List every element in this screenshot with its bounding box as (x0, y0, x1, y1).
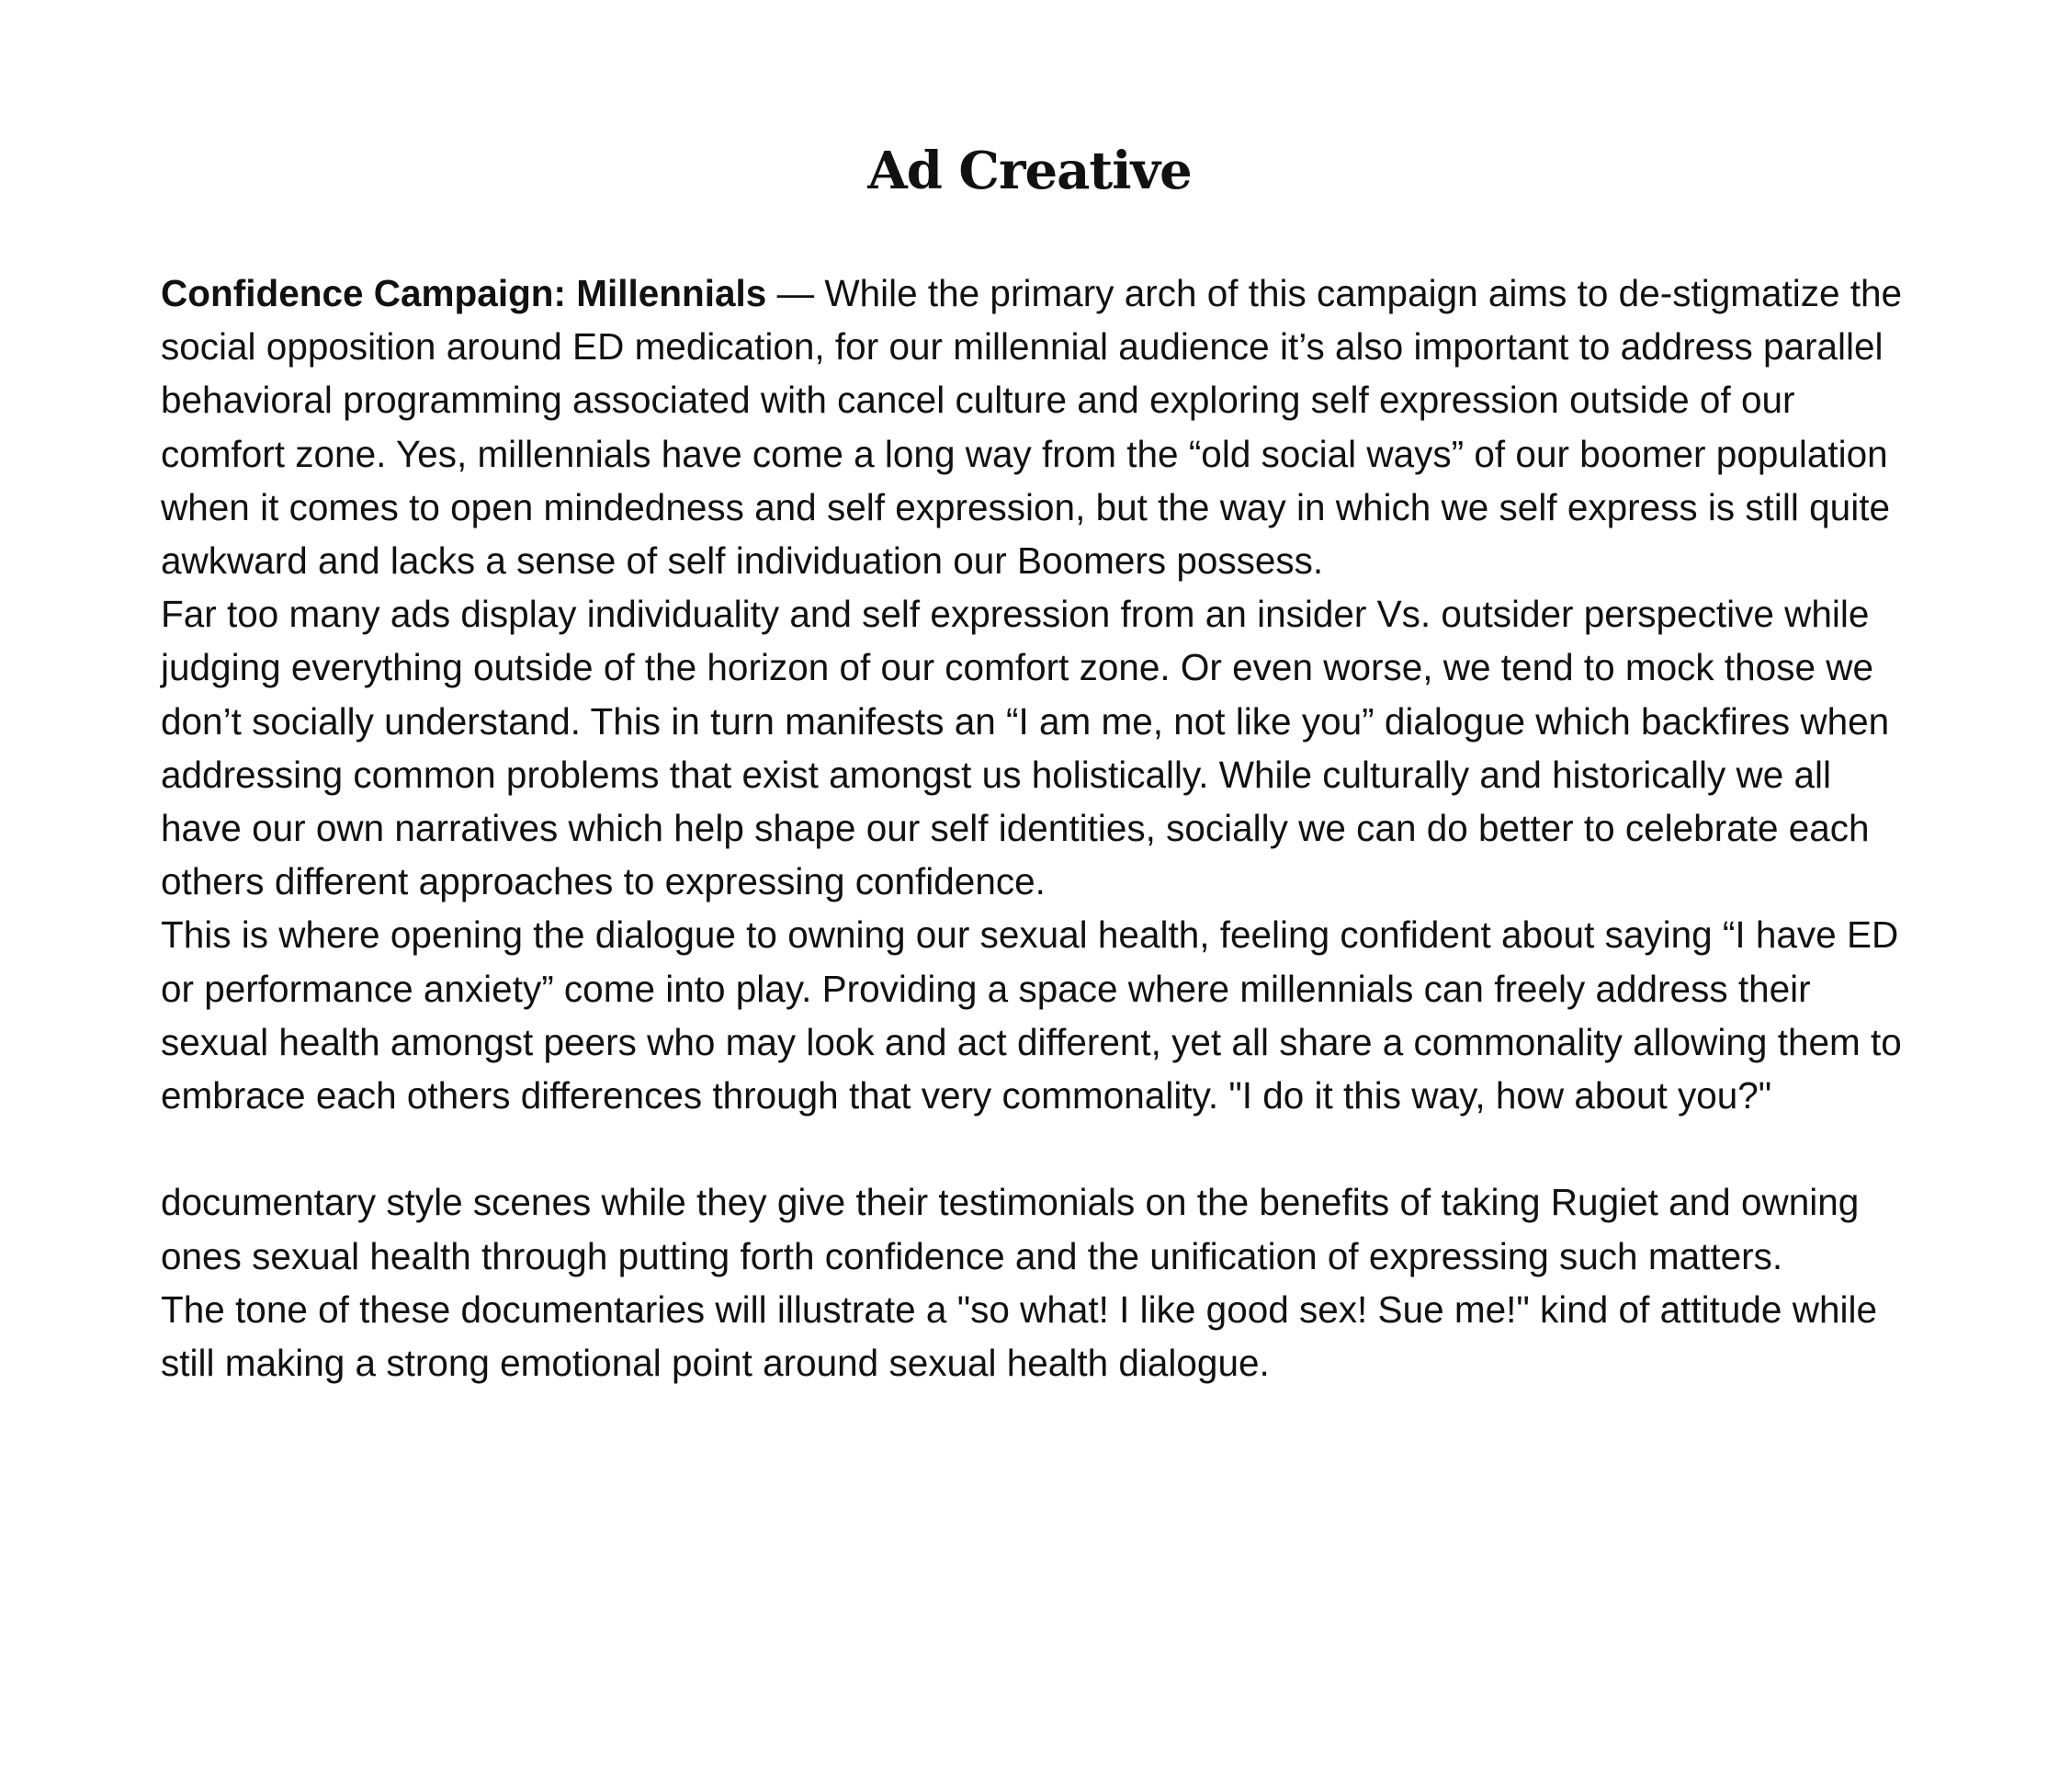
paragraph-intro-text: While the primary arch of this campaign aims to de-stigmatize the social opposition around ED medication, for our millennial audience it’s also important to address parallel behavioral programming associated with cancel culture and exploring self expression outside of our comfort zone. Yes, millennials have come a long way from the “old social ways” of our boomer population when it comes to open mindedness and self expression, but the way in which we self express is still quite awkward and lacks a sense of self individuation our Boomers possess. (161, 272, 1903, 583)
lead-separator: — (766, 272, 825, 314)
paragraph-tone: The tone of these documentaries will illustrate a "so what! I like good sex! Sue me!" kind of attitude while still making a strong emotional point around sexual health dialogue. (161, 1287, 1877, 1385)
document-body (161, 267, 1906, 1389)
paragraph-intro (161, 267, 1906, 587)
paragraph-gap (161, 1122, 1906, 1175)
paragraph-documentary: documentary style scenes while they give their testimonials on the benefits of taking Rugiet and owning ones sexual health through putting forth confidence and the unification of expressing such matters. (161, 1181, 1860, 1277)
page-title: Ad Creative (867, 141, 1192, 201)
paragraph-sexual-health: This is where opening the dialogue to owning our sexual health, feeling confident about saying “I have ED or performance anxiety” come into play. Providing a space where millennials can freely address their sexual health amongst peers who may look and act different, yet all share a commonality allowing them to embrace each others differences through that very commonality. "I do it this way, how about you?" (161, 913, 1902, 1117)
paragraph-insider-outsider: Far too many ads display individuality and self expression from an insider Vs. outsider perspective while judging everything outside of the horizon of our comfort zone. Or even worse, we tend to mock those we don’t socially understand. This in turn manifests an “I am me, not like you” dialogue which backfires when addressing common problems that exist amongst us holistically. While culturally and historically we all have our own narratives which help shape our self identities, socially we can do better to celebrate each others different approaches to expressing confidence. (161, 593, 1890, 903)
campaign-label: Confidence Campaign: Millennials (161, 272, 767, 314)
